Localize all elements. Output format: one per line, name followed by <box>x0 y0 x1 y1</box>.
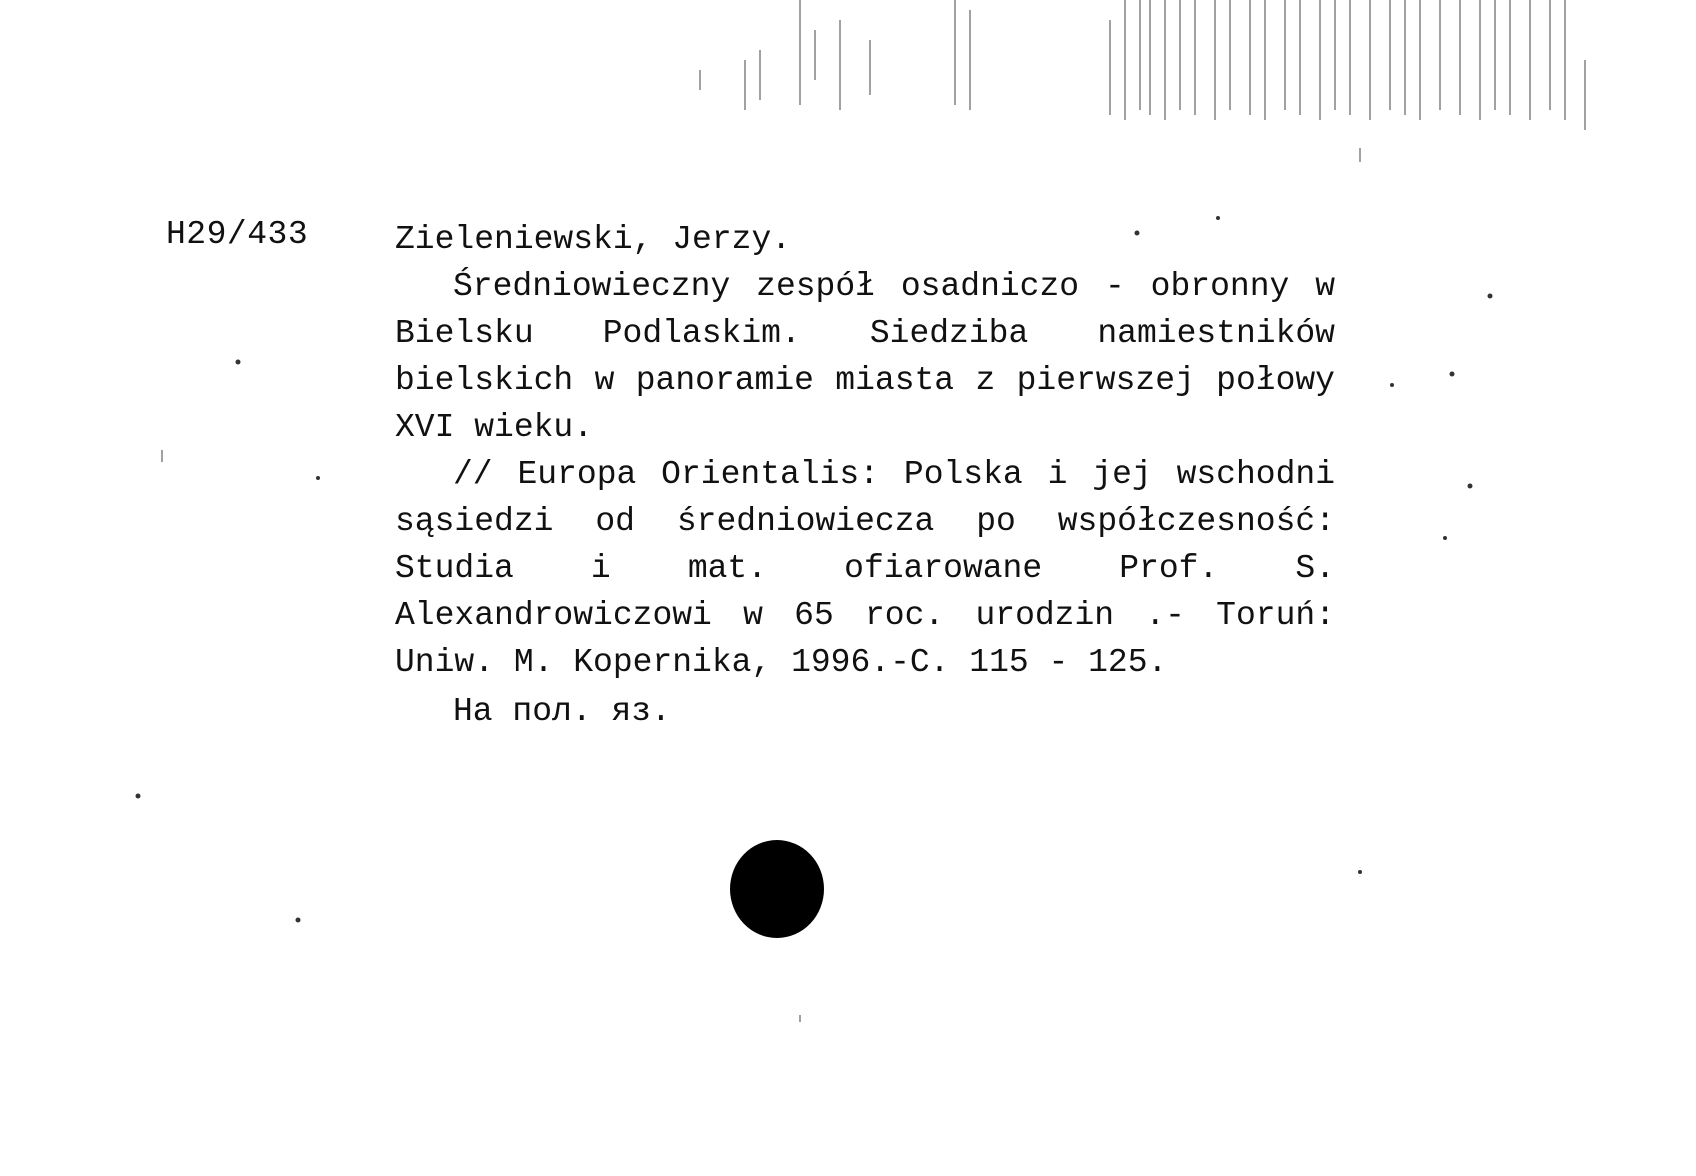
author-heading: Zieleniewski, Jerzy. <box>395 221 792 258</box>
title-description: Średniowieczny zespół osadniczo - obronny w Bielsku Podlaskim. Siedziba namiestników bielskich w panoramie miasta z pierwszej połowy XVI wieku. <box>395 268 1335 446</box>
catalog-card-entry <box>395 216 1335 735</box>
language-note: На пол. яз. <box>453 693 671 730</box>
source-citation: // Europa Orientalis: Polska i jej wschodni sąsiedzi od średniowiecza po współczesność: Studia i mat. ofiarowane Prof. S. Alexandrowiczowi w 65 roc. urodzin .- Toruń: Uniw. M. Kopernika, 1996.-C. 115 - 125. <box>395 456 1335 681</box>
punch-hole <box>730 840 824 938</box>
call-number: H29/433 <box>166 216 309 253</box>
